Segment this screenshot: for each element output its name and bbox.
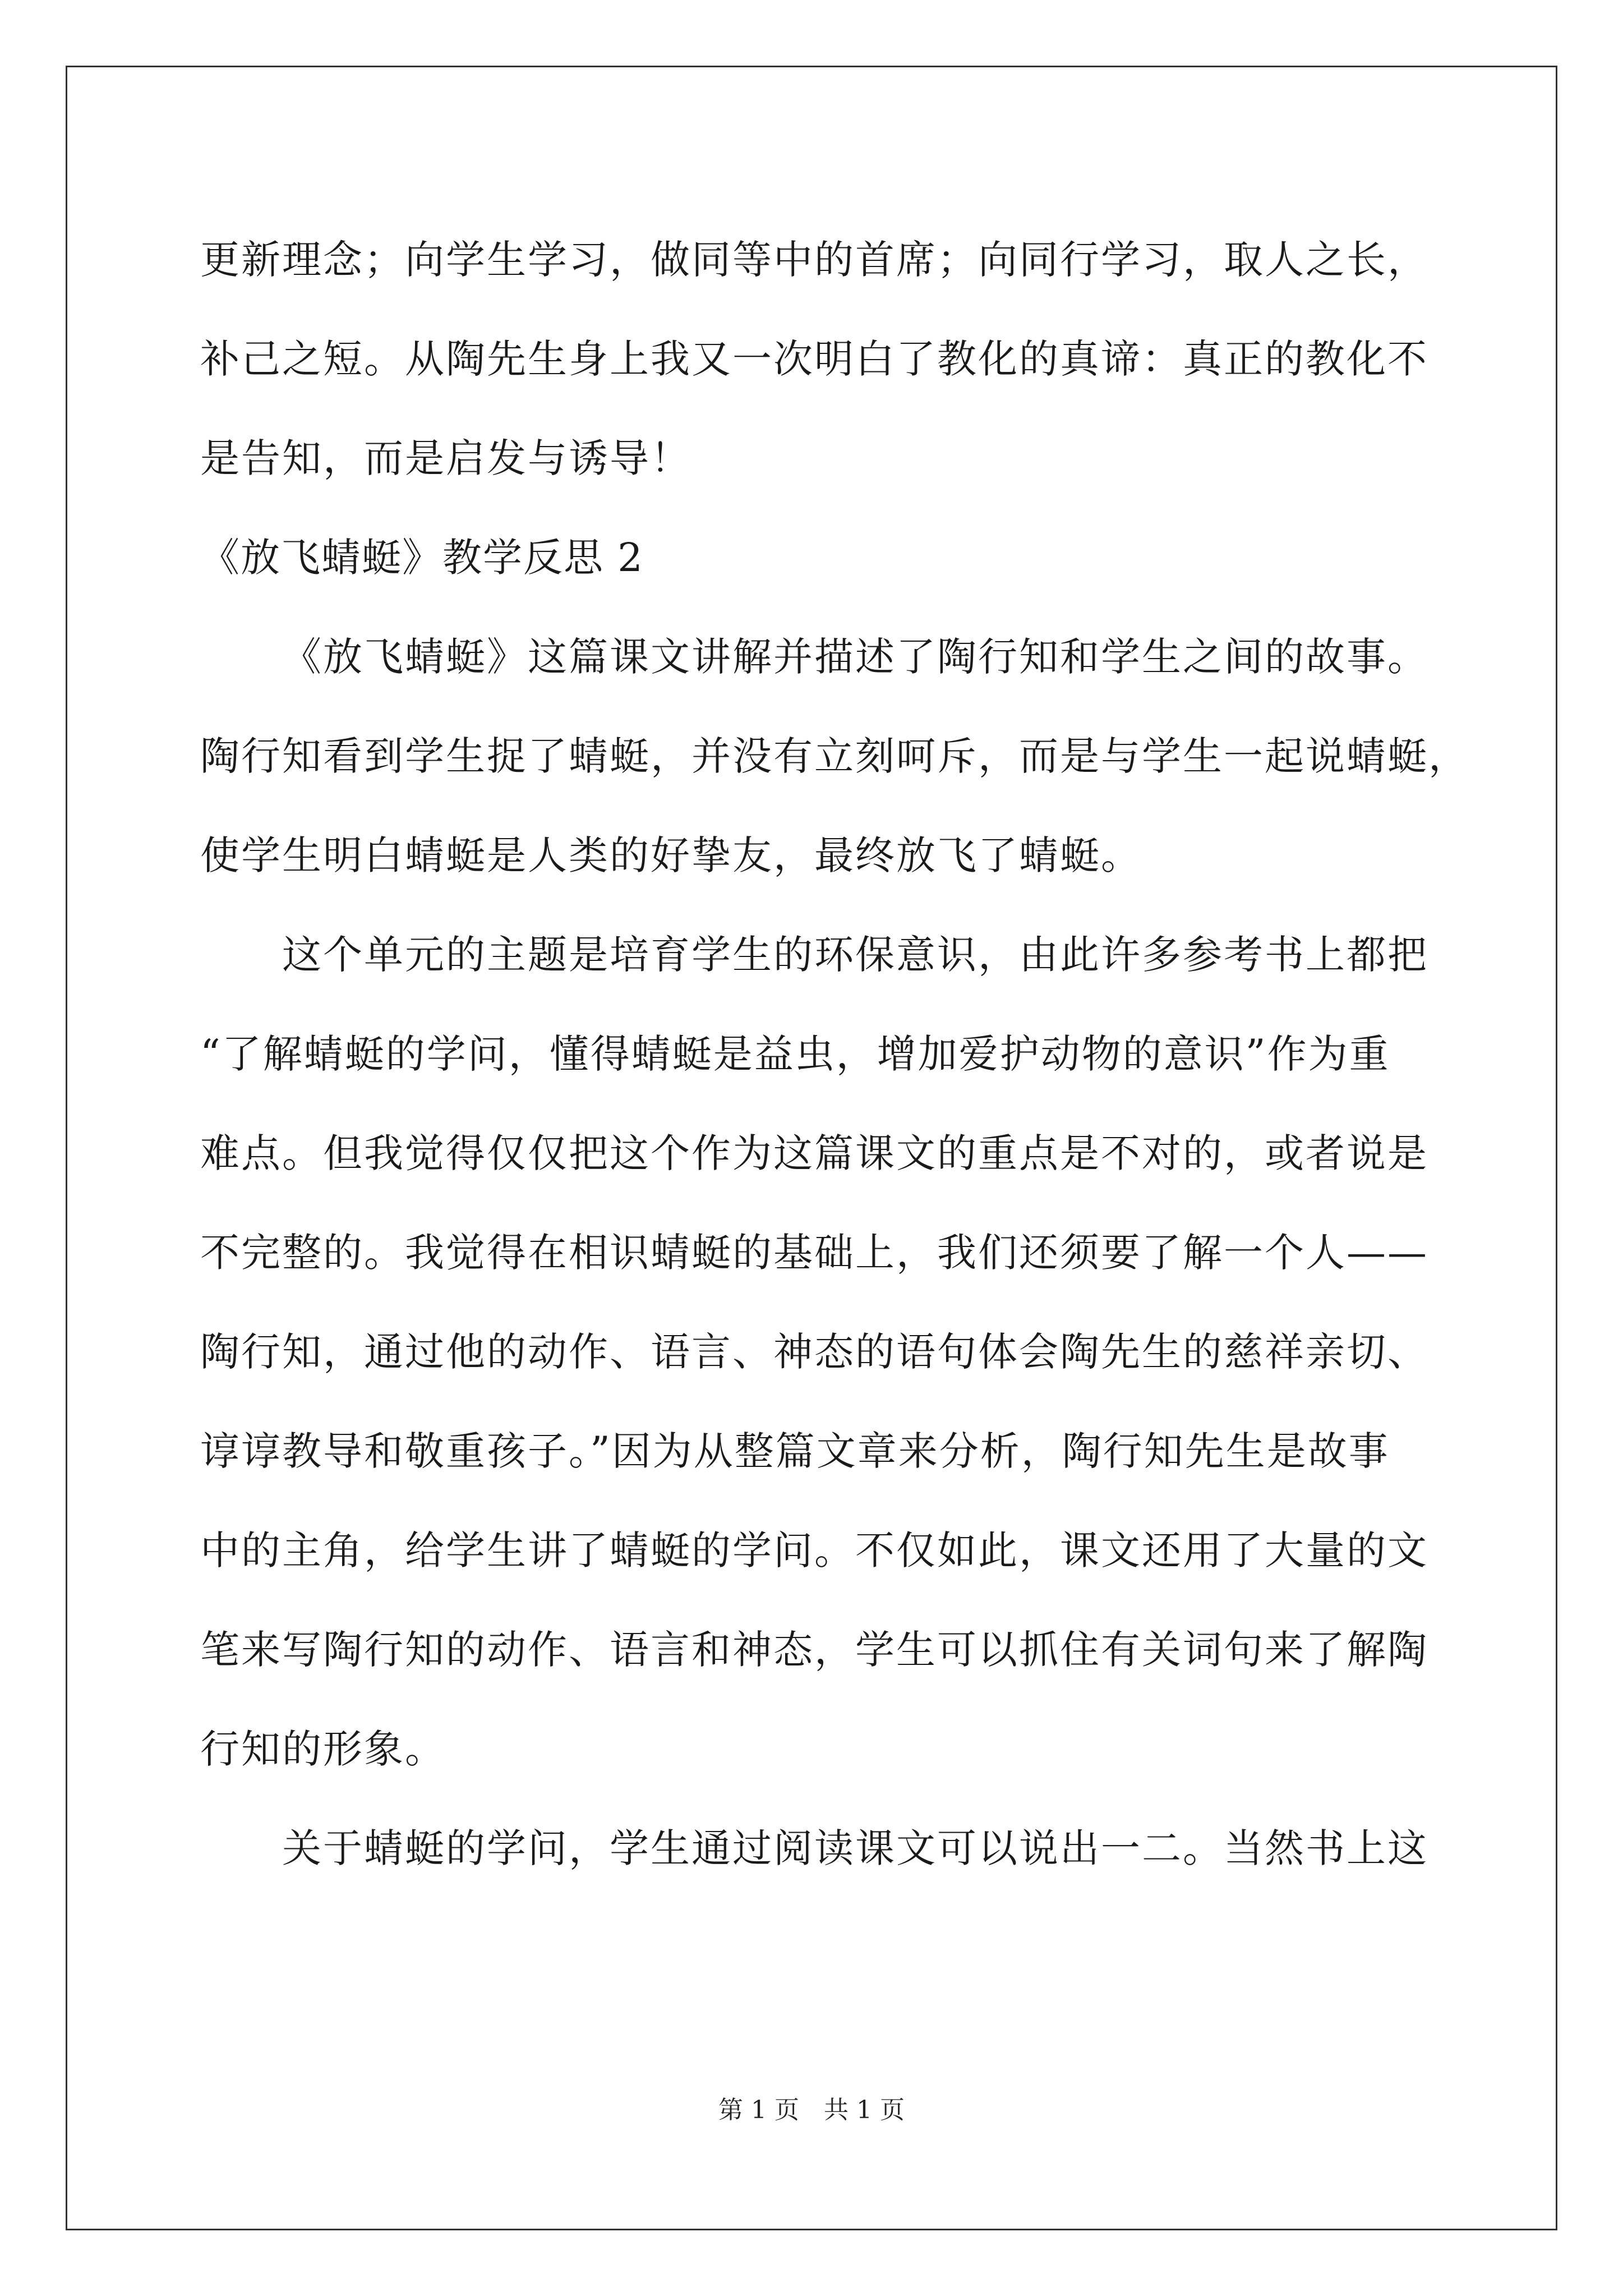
paragraph-first-line: 关于蜻蜓的学问，学生通过阅读课文可以说出一二。当然书上这 — [282, 1825, 1428, 1871]
text-line: 难点。但我觉得仅仅把这个作为这篇课文的重点是不对的，或者说是 — [200, 1130, 1428, 1176]
text-line: 补己之短。从陶先生身上我又一次明白了教化的真谛：真正的教化不 — [200, 336, 1428, 382]
document-body — [200, 210, 1469, 1898]
text-line: 陶行知，通过他的动作、语言、神态的语句体会陶先生的慈祥亲切、 — [200, 1329, 1428, 1375]
text-line: 更新理念；向学生学习，做同等中的首席；向同行学习，取人之长， — [200, 237, 1428, 283]
text-line: 行知的形象。 — [200, 1726, 446, 1772]
text-line: “了解蜻蜓的学问，懂得蜻蜓是益虫，增加爱护动物的意识”作为重 — [200, 1031, 1390, 1077]
text-line: 不完整的。我觉得在相识蜻蜓的基础上，我们还须要了解一个人—— — [200, 1230, 1428, 1276]
text-line: 笔来写陶行知的动作、语言和神态，学生可以抓住有关词句来了解陶 — [200, 1627, 1428, 1673]
paragraph-first-line: 这个单元的主题是培育学生的环保意识，由此许多参考书上都把 — [282, 932, 1428, 978]
paragraph-first-line: 《放飞蜻蜓》这篇课文讲解并描述了陶行知和学生之间的故事。 — [282, 634, 1428, 680]
text-line: 中的主角，给学生讲了蜻蜓的学问。不仅如此，课文还用了大量的文 — [200, 1527, 1428, 1573]
text-line: 使学生明白蜻蜓是人类的好挚友，最终放飞了蜻蜓。 — [200, 832, 1142, 878]
page-number: 第 1 页 共 1 页 — [718, 2096, 905, 2124]
text-line: 是告知，而是启发与诱导！ — [200, 435, 691, 481]
text-line: 陶行知看到学生捉了蜻蜓，并没有立刻呵斥，而是与学生一起说蜻蜓， — [200, 733, 1469, 779]
text-line: 谆谆教导和敬重孩子。”因为从整篇文章来分析，陶行知先生是故事 — [200, 1428, 1390, 1474]
section-heading: 《放飞蜻蜓》教学反思 2 — [200, 535, 644, 581]
